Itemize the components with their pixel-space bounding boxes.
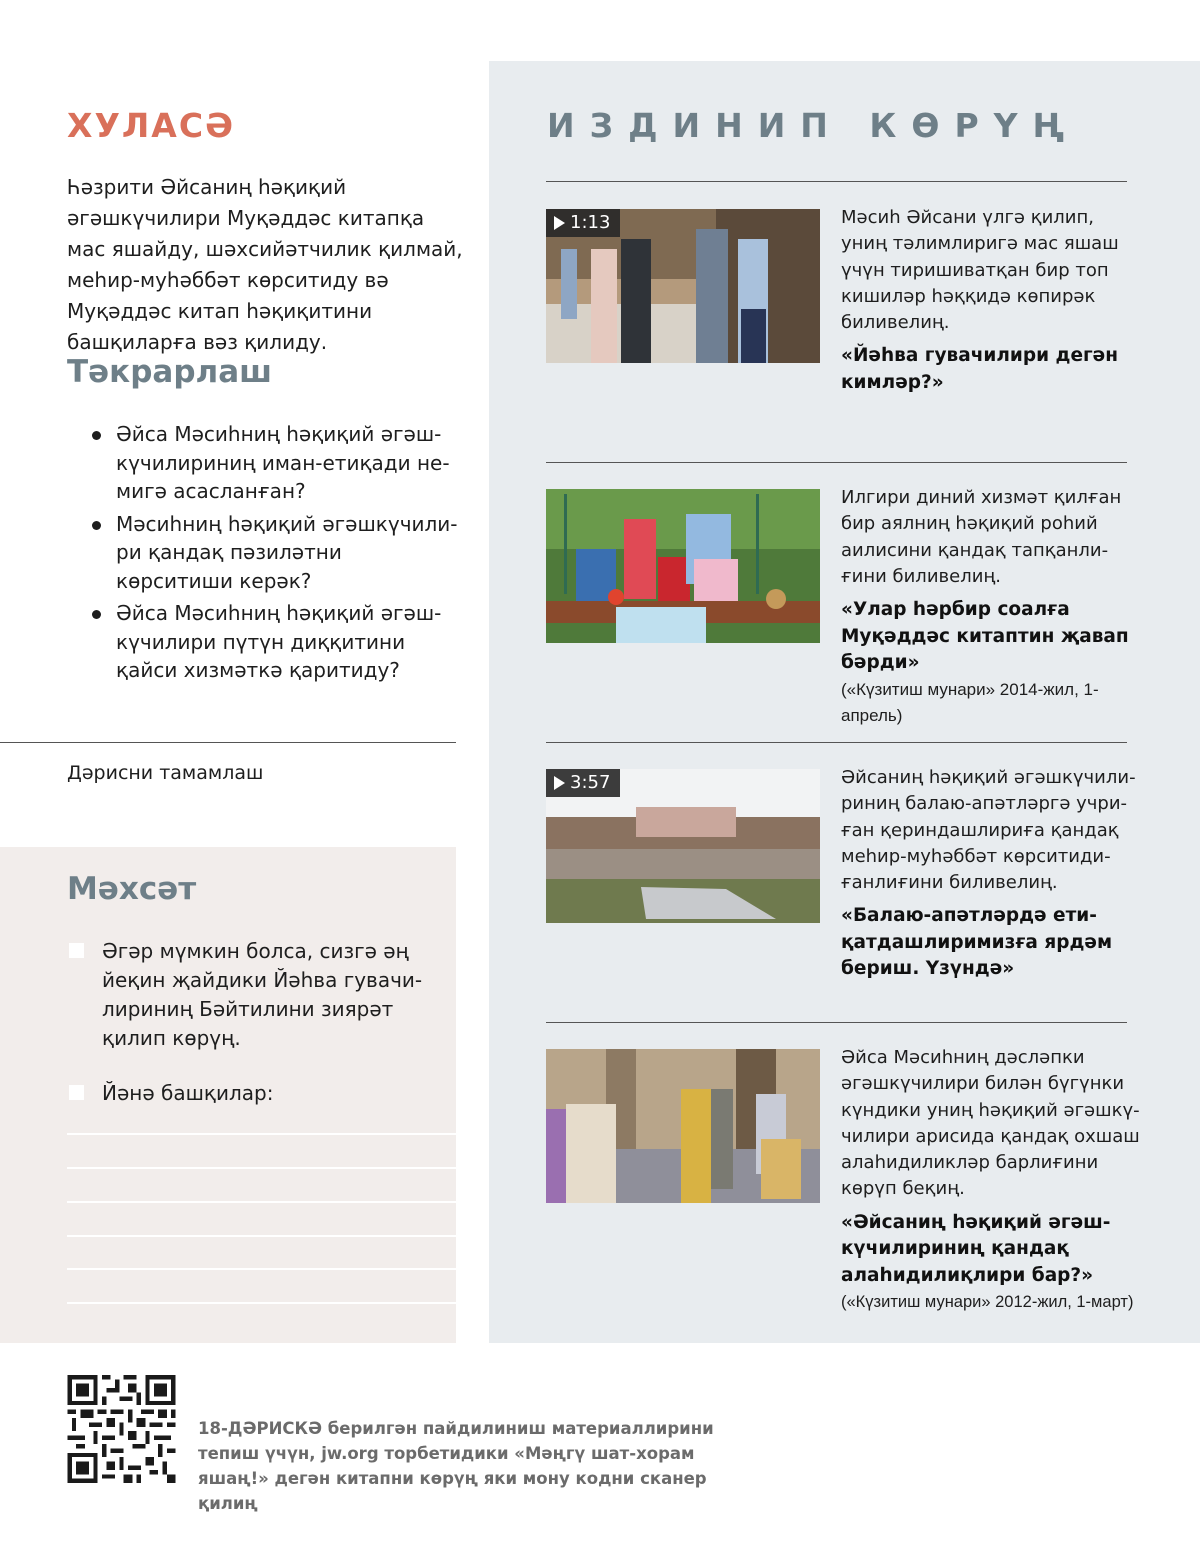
goal-checkbox[interactable] <box>69 943 84 958</box>
goal-title: Мәхсәт <box>67 871 197 907</box>
footer-instructions: 18-ДӘРИСКӘ берилгән пайдилиниш материаллирини тепиш үчүн, jw.org торбетидики «Мәңгү шат-хорам яшаң!» дегән китапни көрүң яки мону кодни сканер қилиң <box>198 1419 714 1513</box>
resource-description: Мәсиһ Әйсани үлгә қилип, униң тәлимлиригә мас яшаш үчүн тиришиватқан бир топ кишиләр һәққидә көпирәк биливелиң. <box>841 207 1119 334</box>
goal-item <box>67 937 437 1053</box>
video-thumbnail[interactable] <box>546 209 820 363</box>
bullet-icon <box>92 521 101 530</box>
write-in-line[interactable] <box>67 1302 456 1304</box>
resource-text <box>841 205 1141 396</box>
article-thumbnail[interactable] <box>546 1049 820 1203</box>
review-question <box>90 510 462 596</box>
family-meal-image <box>546 489 820 643</box>
summary-text: Һәзрити Әйсаниң һәқиқий әгәшкүчилири Муқәддәс китапқа мас яшайду, шәхсийәтчилик қилмай, меһир-муһәббәт көрситиду вә Муқәддәс китап һәқиқитини башқиларға вәз қилиду. <box>67 175 463 354</box>
review-question-list <box>90 420 462 689</box>
explore-title: ИЗДИНИП КӨРҮҢ <box>547 106 1080 145</box>
write-in-line[interactable] <box>67 1133 456 1135</box>
review-question-text: Мәсиһниң һәқиқий әгәшкүчилири қандақ пәзиләтни көрситиши керәк? <box>116 511 458 593</box>
write-in-line[interactable] <box>67 1235 456 1237</box>
review-question-text: Әйса Мәсиһниң һәқиқий әгәшкүчилириниң иман-етиқади немигә асасланған? <box>116 422 450 503</box>
play-icon <box>554 216 565 230</box>
section-divider <box>546 1022 1127 1023</box>
write-in-line[interactable] <box>67 1167 456 1169</box>
lesson-complete-label: Дәрисни тамамлаш <box>67 762 264 784</box>
resource-title-link[interactable]: «Йәһва гувачилири дегән кимләр?» <box>841 345 1119 393</box>
review-question <box>90 599 462 685</box>
article-thumbnail[interactable] <box>546 489 820 643</box>
qr-code-icon[interactable] <box>67 1375 176 1483</box>
review-question <box>90 420 462 506</box>
resource-description: Илгири диний хизмәт қилған бир аялниң һәқиқий роһий аилисини қандақ тапқанлиғини биливелиң. <box>841 487 1122 587</box>
review-title: Тәкрарлаш <box>67 354 273 390</box>
resource-source: («Күзитиш мунари» 2012-жил, 1-март) <box>841 1293 1134 1312</box>
section-divider <box>546 462 1127 463</box>
resource-text <box>841 485 1141 730</box>
write-in-line[interactable] <box>67 1268 456 1270</box>
resource-title[interactable]: «Әйсаниң һәқиқий әгәшкүчилириниң қандақ алаһидилиқлири бар?» <box>841 1211 1111 1286</box>
goal-item-text: Әгәр мүмкин болса, сизгә әң йеқин җайдики Йәһва гувачилириниң Бәйтилини зиярәт қилип көрүң. <box>102 939 423 1050</box>
goal-item <box>67 1079 437 1108</box>
disciples-painting-image <box>546 1049 820 1203</box>
goal-checkbox[interactable] <box>69 1085 84 1100</box>
resource-description: Әйсаниң һәқиқий әгәшкүчилириниң балаю-апәтләргә учриған қериндашлириға қандақ меһир-муһәббәт көрситидиғанлиғини биливелиң. <box>841 767 1136 894</box>
goal-item-text: Йәнә башқилар: <box>102 1081 274 1105</box>
summary-title: ХУЛАСӘ <box>67 106 236 145</box>
bullet-icon <box>92 431 101 440</box>
bullet-icon <box>92 610 101 619</box>
resource-source: («Күзитиш мунари» 2014-жил, 1-апрель) <box>841 679 1099 726</box>
explore-panel <box>489 61 1200 1343</box>
resource-title-link[interactable] <box>841 1210 1141 1316</box>
resource-title-link[interactable]: «Балаю-апәтләрдә етиқатдашлиримизға ярдәм бериш. Үзүндә» <box>841 905 1113 980</box>
resource-title-link[interactable]: «Улар һәрбир соалға Муқәддәс китаптин җавап бәрди» <box>841 599 1129 674</box>
resource-text <box>841 765 1141 983</box>
video-duration-badge <box>546 769 620 797</box>
section-divider <box>546 181 1127 182</box>
review-question-text: Әйса Мәсиһниң һәқиқий әгәшкүчилири пүтүн диққитини қайси хизмәткә қаритиду? <box>116 601 442 682</box>
video-thumbnail[interactable] <box>546 769 820 923</box>
section-divider <box>0 742 456 743</box>
play-icon <box>554 776 565 790</box>
video-duration-badge <box>546 209 620 237</box>
goal-panel <box>0 847 456 1343</box>
resource-description: Әйса Мәсиһниң дәсләпки әгәшкүчилири билән бүгүнки күндики униң һәқиқий әгәшкүчилири арисида қандақ охшаш алаһидиликләр барлиғини көрүп беқиң. <box>841 1047 1140 1200</box>
section-divider <box>546 742 1127 743</box>
write-in-line[interactable] <box>67 1201 456 1203</box>
video-duration: 3:57 <box>570 772 611 793</box>
video-duration: 1:13 <box>570 212 611 233</box>
resource-text <box>841 1045 1141 1316</box>
